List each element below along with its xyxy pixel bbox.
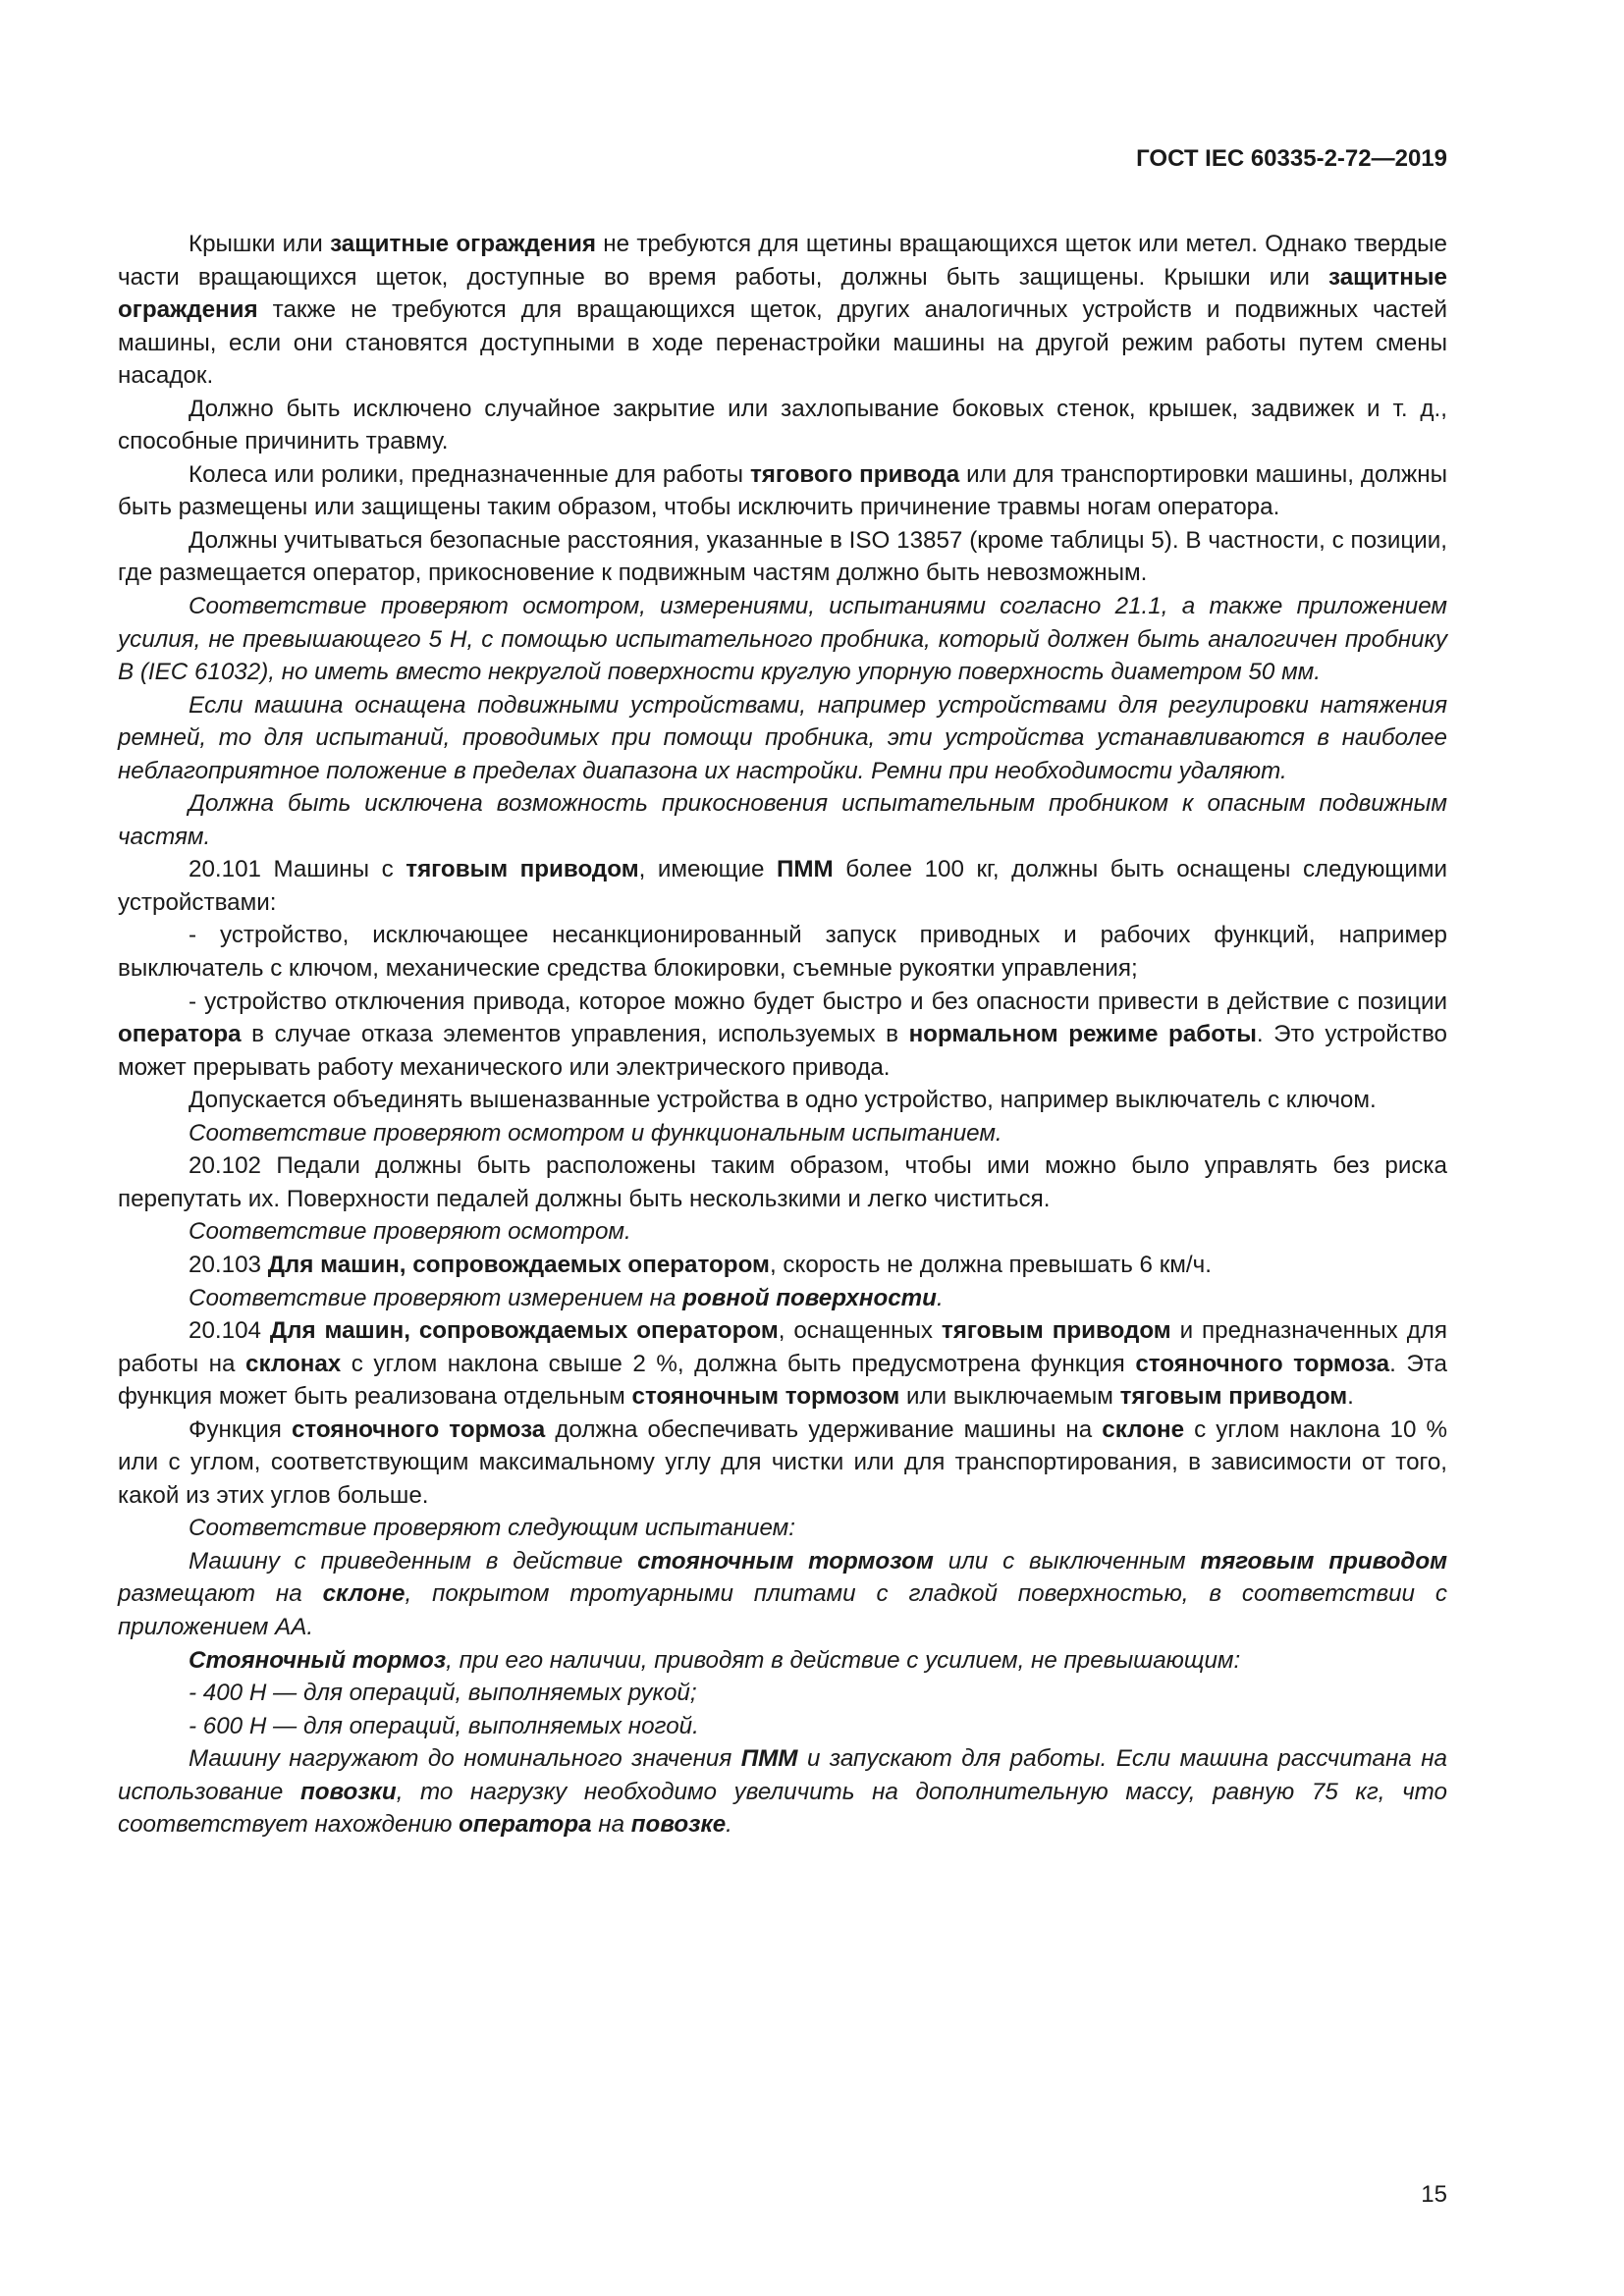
text-run: - 600 Н — для операций, выполняемых ногой.: [189, 1712, 699, 1739]
bold-term: защитные ограждения: [330, 231, 596, 257]
page-number: 15: [1421, 2181, 1447, 2208]
text-run: размещают на: [118, 1580, 323, 1608]
paragraph: [118, 1314, 1447, 1414]
text-run: не требуются для щетины вращающихся щеток или метел. Однако твердые части вращающихся щеток, доступные во время работы, должны быть защищены. Крышки или: [118, 231, 1448, 291]
bold-term: повозки: [299, 1778, 397, 1805]
text-run: - устройство, исключающее несанкционированный запуск приводных и рабочих функций, например выключатель с ключом, механические средства блокировки, съемные рукоятки управления;: [118, 922, 1447, 983]
paragraph: [118, 1215, 1447, 1249]
text-run: 20.101 Машины с: [189, 856, 406, 883]
list-item: [118, 1710, 1447, 1743]
text-run: Крышки или: [189, 231, 331, 257]
text-run: - 400 Н — для операций, выполняемых рукой;: [189, 1680, 697, 1707]
text-run: и запускают для работы. Если машина рассчитана на использование: [118, 1745, 1447, 1805]
paragraph: [118, 689, 1447, 788]
bold-term: Для машин, сопровождаемых оператором: [267, 1251, 770, 1278]
text-run: Допускается объединять вышеназванные устройства в одно устройство, например выключатель с ключом.: [189, 1087, 1377, 1114]
text-run: .: [936, 1284, 944, 1311]
text-run: , при его наличии, приводят в действие с усилием, не превышающим:: [446, 1646, 1241, 1674]
paragraph: [118, 1084, 1447, 1117]
bold-term: склоне: [322, 1580, 406, 1608]
paragraph: [118, 1249, 1447, 1282]
bold-term: стояночного тормоза: [1135, 1350, 1390, 1377]
text-run: , оснащенных: [778, 1317, 942, 1345]
bold-term: тяговым приводом: [406, 856, 639, 883]
text-run: , скорость не должна превышать 6 км/ч.: [769, 1251, 1212, 1278]
text-run: в случае отказа элементов управления, используемых в: [241, 1021, 909, 1048]
text-run: на: [591, 1811, 631, 1839]
bold-term: Для машин, сопровождаемых оператором: [269, 1317, 779, 1345]
paragraph: [118, 1414, 1447, 1513]
text-run: Должно быть исключено случайное закрытие или захлопывание боковых стенок, крышек, задвижек и т. д., способные причинить травму.: [118, 395, 1447, 455]
text-run: более 100 кг, должны быть оснащены следующими устройствами:: [118, 856, 1447, 916]
bold-term: оператора: [118, 1021, 242, 1048]
paragraph: [118, 853, 1447, 919]
list-item: [118, 919, 1447, 985]
text-run: Колеса или ролики, предназначенные для работы: [189, 460, 750, 488]
text-run: Соответствие проверяют измерением на: [189, 1284, 683, 1311]
text-run: Соответствие проверяют осмотром.: [189, 1218, 631, 1246]
paragraph: [118, 1644, 1447, 1678]
text-run: 20.104: [189, 1317, 270, 1345]
text-run: , то нагрузку необходимо увеличить на дополнительную массу, равную 75 кг, что соответствует нахождению: [118, 1778, 1447, 1839]
bold-term: ПММ: [740, 1745, 798, 1773]
text-run: Соответствие проверяют осмотром и функциональным испытанием.: [189, 1119, 1002, 1147]
bold-term: ровной поверхности: [682, 1284, 937, 1311]
bold-term: тяговым приводом: [1200, 1547, 1448, 1575]
bold-term: склонах: [245, 1350, 342, 1377]
bold-term: нормальном режиме работы: [908, 1021, 1257, 1048]
paragraph: [118, 590, 1447, 689]
text-run: Если машина оснащена подвижными устройствами, например устройствами для регулировки натяжения ремней, то для испытаний, проводимых при помощи пробника, эти устройства устанавливаются в наиболее неблагоприятное положение в пределах диапазона их настройки. Ремни при необходимости удаляют.: [118, 691, 1447, 784]
text-run: - устройство отключения привода, которое можно будет быстро и без опасности привести в действие с позиции: [189, 988, 1447, 1015]
text-run: с углом наклона 10 % или с углом, соответствующим максимальному углу для чистки или для транспортирования, в зависимости от того, какой из этих углов больше.: [118, 1415, 1448, 1509]
text-run: Должна быть исключена возможность прикосновения испытательным пробником к опасным подвижным частям.: [118, 790, 1447, 850]
text-run: с углом наклона свыше 2 %, должна быть предусмотрена функция: [341, 1350, 1136, 1377]
paragraph: [118, 1742, 1447, 1842]
bold-term: тягового привода: [749, 460, 960, 488]
bold-term: защитные ограждения: [118, 263, 1447, 324]
bold-term: стояночным тормозом: [637, 1547, 934, 1575]
text-run: Соответствие проверяют осмотром, измерениями, испытаниями согласно 21.1, а также приложением усилия, не превышающего 5 Н, с помощью испытательного пробника, который должен быть аналогичен пробнику В (IEC 61032), но иметь вместо некруглой поверхности круглую упорную поверхность диаметром 50 мм.: [118, 593, 1447, 686]
bold-term: повозке: [630, 1811, 727, 1839]
text-run: или выключаемым: [899, 1383, 1120, 1411]
text-run: должна обеспечивать удерживание машины на: [545, 1415, 1103, 1443]
bold-term: Стояночный тормоз: [189, 1646, 447, 1674]
text-run: . Эта функция может быть реализована отдельным: [118, 1350, 1448, 1411]
paragraph: [118, 1545, 1447, 1644]
paragraph: [118, 1149, 1447, 1215]
bold-term: оператора: [459, 1811, 592, 1839]
text-run: Должны учитываться безопасные расстояния, указанные в ISO 13857 (кроме таблицы 5). В частности, с позиции, где размещается оператор, прикосновение к подвижным частям должно быть невозможным.: [118, 526, 1447, 587]
paragraph: [118, 458, 1447, 524]
text-run: .: [726, 1811, 732, 1839]
text-run: .: [1347, 1383, 1354, 1411]
text-run: Машину нагружают до номинального значения: [189, 1745, 741, 1773]
bold-term: ПММ: [777, 856, 834, 883]
text-run: и предназначенных для работы на: [118, 1317, 1448, 1377]
text-run: . Это устройство может прерывать работу механического или электрического привода.: [118, 1021, 1447, 1081]
paragraph: [118, 228, 1447, 393]
paragraph: [118, 524, 1447, 590]
text-run: 20.102 Педали должны быть расположены таким образом, чтобы ими можно было управлять без риска перепутать их. Поверхности педалей должны быть нескользкими и легко чиститься.: [118, 1152, 1447, 1212]
bold-term: стояночным тормозом: [631, 1383, 900, 1411]
bold-term: стояночного тормоза: [291, 1415, 546, 1443]
bold-term: тяговым приводом: [941, 1317, 1171, 1345]
text-run: Машину с приведенным в действие: [189, 1547, 638, 1575]
bold-term: склоне: [1102, 1415, 1185, 1443]
text-run: Соответствие проверяют следующим испытанием:: [189, 1515, 795, 1542]
bold-term: тяговым приводом: [1119, 1383, 1348, 1411]
list-item: [118, 986, 1447, 1085]
paragraph: [118, 393, 1447, 458]
text-run: 20.103: [189, 1251, 268, 1278]
text-run: , имеющие: [638, 856, 778, 883]
text-run: или с выключенным: [933, 1547, 1201, 1575]
paragraph: [118, 1512, 1447, 1545]
list-item: [118, 1677, 1447, 1710]
text-run: Функция: [189, 1415, 292, 1443]
paragraph: [118, 1117, 1447, 1150]
document-standard-number: ГОСТ IEC 60335-2-72—2019: [1136, 145, 1447, 172]
paragraph: [118, 787, 1447, 853]
text-run: также не требуются для вращающихся щеток, других аналогичных устройств и подвижных частей машины, если они становятся доступными в ходе перенастройки машины на другой режим работы путем смены насадок.: [118, 296, 1447, 390]
paragraph: [118, 1282, 1447, 1315]
text-run: или для транспортировки машины, должны быть размещены или защищены таким образом, чтобы исключить причинение травмы ногам оператора.: [118, 460, 1447, 521]
text-run: , покрытом тротуарными плитами с гладкой поверхностью, в соответствии с приложением АА.: [118, 1580, 1447, 1640]
document-body: [118, 228, 1447, 1842]
